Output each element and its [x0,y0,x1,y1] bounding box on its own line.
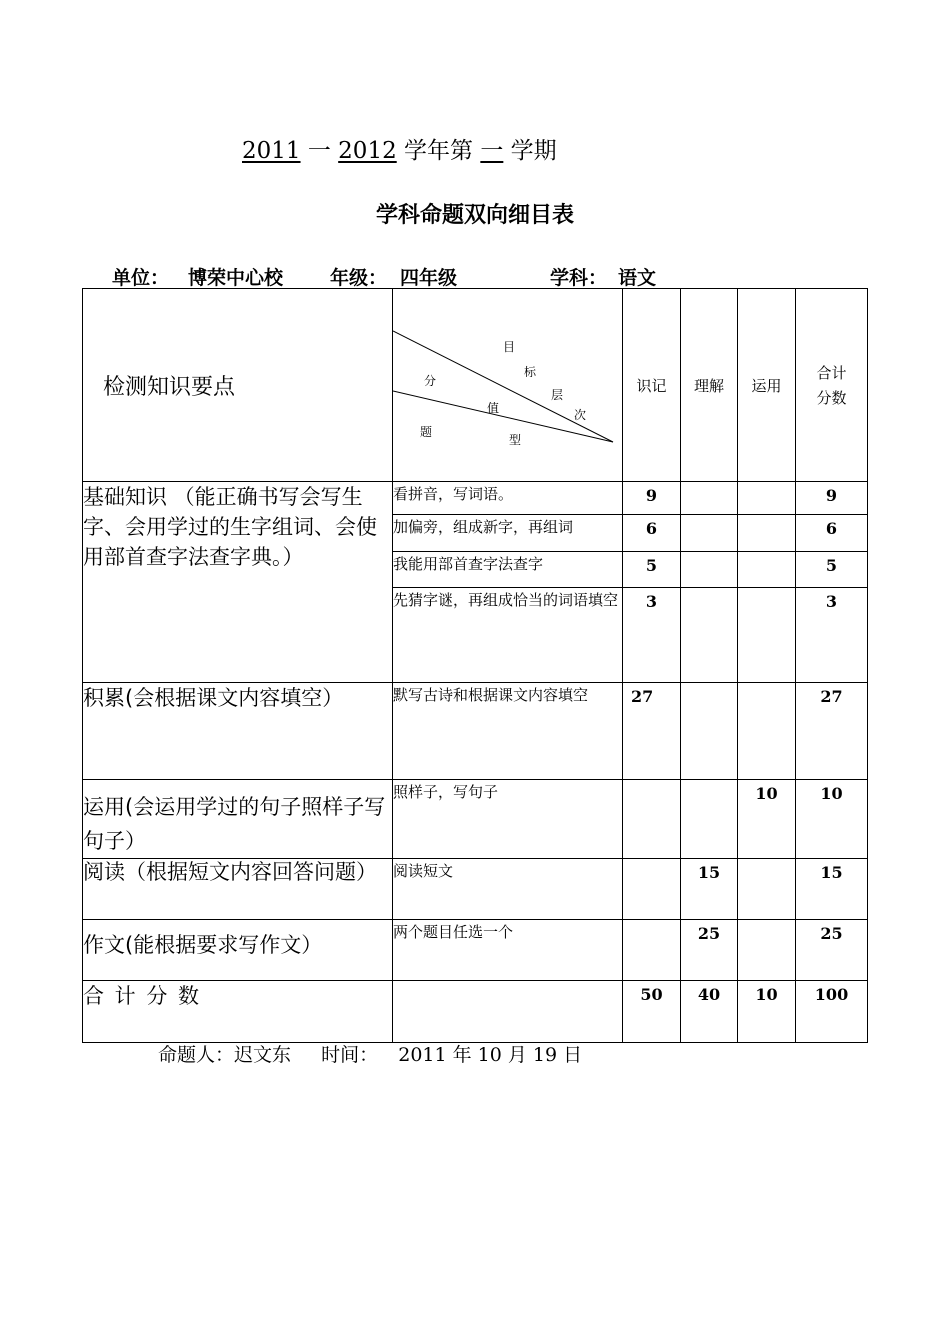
knowledge-cell: 基础知识 （能正确书写会写生字、会用学过的生字组词、会使用部首查字法查字典。） [83,482,393,683]
score-yunyong [738,552,796,588]
score-total: 15 [796,859,868,920]
knowledge-cell: 作文(能根据要求写作文） [83,920,393,981]
time-label: 时间： [321,1044,379,1066]
year-end: 2012 [338,138,397,164]
score-total: 3 [796,588,868,683]
xueqi-label: 学期 [510,138,557,164]
score-yunyong [738,588,796,683]
header-shiji: 识记 [623,289,681,482]
score-shiji [623,859,681,920]
score-lijie [681,515,738,552]
question-type: 我能用部首查字法查字 [393,552,623,588]
score-shiji [623,780,681,859]
table-row [83,482,868,515]
score-total: 25 [796,920,868,981]
xuenian-label: 学年第 [404,138,474,164]
question-type: 照样子，写句子 [393,780,623,859]
document-title: 学科命题双向细目表 [375,203,574,228]
diag-fen: 分 [424,374,437,388]
footer-line [158,1040,582,1067]
date-value: 2011 年 10 月 19 日 [398,1044,583,1066]
diag-ci: 次 [574,408,587,422]
year-start: 2011 [242,138,301,164]
table-row [83,859,868,920]
score-lijie [681,552,738,588]
score-total: 6 [796,515,868,552]
score-yunyong [738,482,796,515]
score-lijie [681,482,738,515]
score-yunyong [738,683,796,780]
diagonal-header [393,289,622,481]
diag-ceng: 层 [551,388,564,402]
header-yunyong: 运用 [738,289,796,482]
diag-mu: 目 [503,340,516,354]
score-total: 10 [796,780,868,859]
score-total: 5 [796,552,868,588]
knowledge-cell: 积累(会根据课文内容填空） [83,683,393,780]
score-total: 27 [796,683,868,780]
unit-value: 博荣中心校 [188,267,284,289]
header-row [83,289,868,482]
knowledge-cell: 运用(会运用学过的句子照样子写句子） [83,780,393,859]
question-type: 加偏旁，组成新字，再组词 [393,515,623,552]
spec-table [82,288,868,1043]
score-yunyong [738,515,796,552]
question-type: 看拼音，写词语。 [393,482,623,515]
grade-value: 四年级 [400,267,458,289]
score-lijie [681,683,738,780]
sum-lijie: 40 [681,981,738,1043]
table-row [83,780,868,859]
score-yunyong [738,920,796,981]
score-shiji: 3 [623,588,681,683]
score-shiji: 5 [623,552,681,588]
question-type: 阅读短文 [393,859,623,920]
author-name: 迟文东 [234,1044,292,1066]
header-diagonal-cell [393,289,623,482]
table-row [83,683,868,780]
author-label: 命题人： [158,1044,235,1066]
score-lijie [681,588,738,683]
header-total [796,289,868,482]
score-shiji: 6 [623,515,681,552]
diag-xing: 型 [509,433,522,447]
sum-yunyong: 10 [738,981,796,1043]
table-row [83,920,868,981]
sum-label: 合 计 分 数 [83,981,393,1043]
header-total-line1: 合计 [816,364,847,382]
question-type: 默写古诗和根据课文内容填空 [393,683,623,780]
score-shiji [623,920,681,981]
header-lijie: 理解 [681,289,738,482]
subject-value: 语文 [618,267,657,289]
diag-zhi: 值 [487,401,500,415]
sum-type [393,981,623,1043]
score-shiji: 27 [623,683,681,780]
knowledge-cell: 阅读（根据短文内容回答问题） [83,859,393,920]
score-total: 9 [796,482,868,515]
question-type: 两个题目任选一个 [393,920,623,981]
score-lijie: 25 [681,920,738,981]
subject-label: 学科： [550,267,608,289]
unit-label: 单位： [112,267,170,289]
school-year-line [242,132,557,165]
term-number: 一 [480,138,504,164]
diag-biao: 标 [524,365,537,379]
score-shiji: 9 [623,482,681,515]
score-lijie: 15 [681,859,738,920]
sum-row [83,981,868,1043]
score-yunyong: 10 [738,780,796,859]
score-yunyong [738,859,796,920]
header-knowledge: 检测知识要点 [83,289,393,482]
year-dash: 一 [307,138,331,164]
question-type: 先猜字谜，再组成恰当的词语填空 [393,588,623,683]
sum-total: 100 [796,981,868,1043]
score-lijie [681,780,738,859]
header-total-line2: 分数 [816,389,847,407]
grade-label: 年级： [330,267,388,289]
diag-ti: 题 [420,425,433,439]
sum-shiji: 50 [623,981,681,1043]
